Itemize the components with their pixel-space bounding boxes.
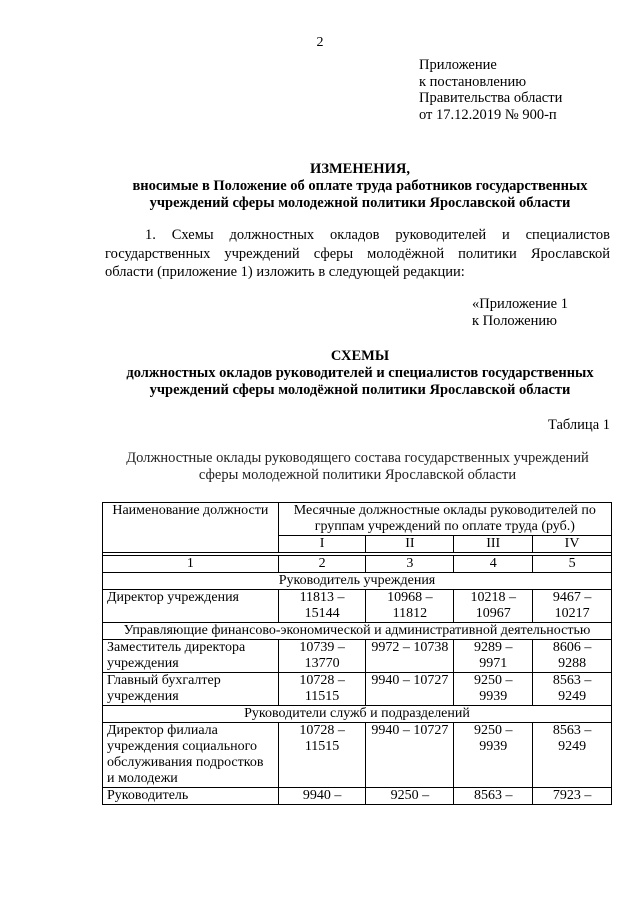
table-row [103,723,612,788]
table-row [103,640,612,673]
salary-cell: 9972 – 10738 [366,640,454,673]
appendix-line: к постановлению [419,73,527,90]
header-name: Наименование должности [103,503,279,553]
header-salary: Месячные должностные оклады руководителей по группам учреждений по оплате труда (руб.) [278,503,611,536]
salary-cell: 10968 – 11812 [366,590,454,623]
section-title: Управляющие финансово-экономической и административной деятельностью [103,623,612,640]
salary-cell: 8563 – 9249 [533,723,612,788]
section-row [103,573,612,590]
group-header: III [454,536,533,553]
table-caption [105,450,610,484]
group-header: I [278,536,366,553]
table-header-row [103,503,612,536]
table-row [103,590,612,623]
schemes-subtitle: учреждений сферы молодёжной политики Ярославской области [149,382,571,398]
appendix-line: Правительства области [419,90,563,106]
page-number: 2 [316,35,324,50]
salary-cell: 9250 – 9939 [454,673,533,706]
position-name: Заместитель директора учреждения [103,640,279,673]
document-subtitle: учреждений сферы молодежной политики Ярославской области [149,195,571,211]
salary-cell: 10739 – 13770 [278,640,366,673]
salary-cell: 7923 – [533,788,612,805]
column-number: 1 [103,556,279,573]
salary-cell: 8606 – 9288 [533,640,612,673]
column-number: 3 [366,556,454,573]
salary-cell: 10218 – 10967 [454,590,533,623]
table-label: Таблица 1 [547,417,610,433]
salary-table [102,502,612,805]
column-number: 5 [533,556,612,573]
column-number-row [103,556,612,573]
salary-cell: 9940 – 10727 [366,723,454,788]
salary-cell: 9250 – 9939 [454,723,533,788]
schemes-subtitle: должностных окладов руководителей и специалистов государственных [126,365,594,381]
position-name: Главный бухгалтер учреждения [103,673,279,706]
section-title: Руководители служб и подразделений [103,706,612,723]
table-row [103,673,612,706]
annex-heading [472,296,568,330]
annex-line: «Приложение 1 [472,296,568,312]
paragraph-text: 1. Схемы должностных окладов руководителей и специалистов государственных учреждений сферы молодёжной политики Ярославской области (приложение 1) изложить в следующей редакции: [105,227,610,280]
position-name: Директор учреждения [103,590,279,623]
body-paragraph [105,226,610,282]
section-row [103,706,612,723]
salary-cell: 11813 – 15144 [278,590,366,623]
group-header: IV [533,536,612,553]
column-number: 4 [454,556,533,573]
salary-cell: 9250 – [366,788,454,805]
table-row [103,788,612,805]
salary-cell: 8563 – 9249 [533,673,612,706]
group-header: II [366,536,454,553]
section-row [103,623,612,640]
salary-cell: 9467 – 10217 [533,590,612,623]
salary-cell: 9940 – [278,788,366,805]
salary-cell: 10728 – 11515 [278,723,366,788]
section-title: Руководитель учреждения [103,573,612,590]
salary-cell: 8563 – [454,788,533,805]
document-subtitle: вносимые в Положение об оплате труда работников государственных [132,178,588,194]
salary-cell: 9940 – 10727 [366,673,454,706]
caption-line: Должностные оклады руководящего состава государственных учреждений [126,450,589,466]
appendix-line: от 17.12.2019 № 900-п [419,106,557,123]
column-number: 2 [278,556,366,573]
annex-line: к Положению [472,313,557,329]
document-title: ИЗМЕНЕНИЯ, [310,161,410,177]
position-name: Директор филиала учреждения социального обслуживания подростков и молодежи [103,723,279,788]
appendix-line: Приложение [419,57,497,73]
salary-cell: 9289 – 9971 [454,640,533,673]
schemes-title: СХЕМЫ [330,348,390,364]
position-name: Руководитель [103,788,279,805]
caption-line: сферы молодежной политики Ярославской области [198,467,517,483]
appendix-block [419,57,562,123]
salary-cell: 10728 – 11515 [278,673,366,706]
